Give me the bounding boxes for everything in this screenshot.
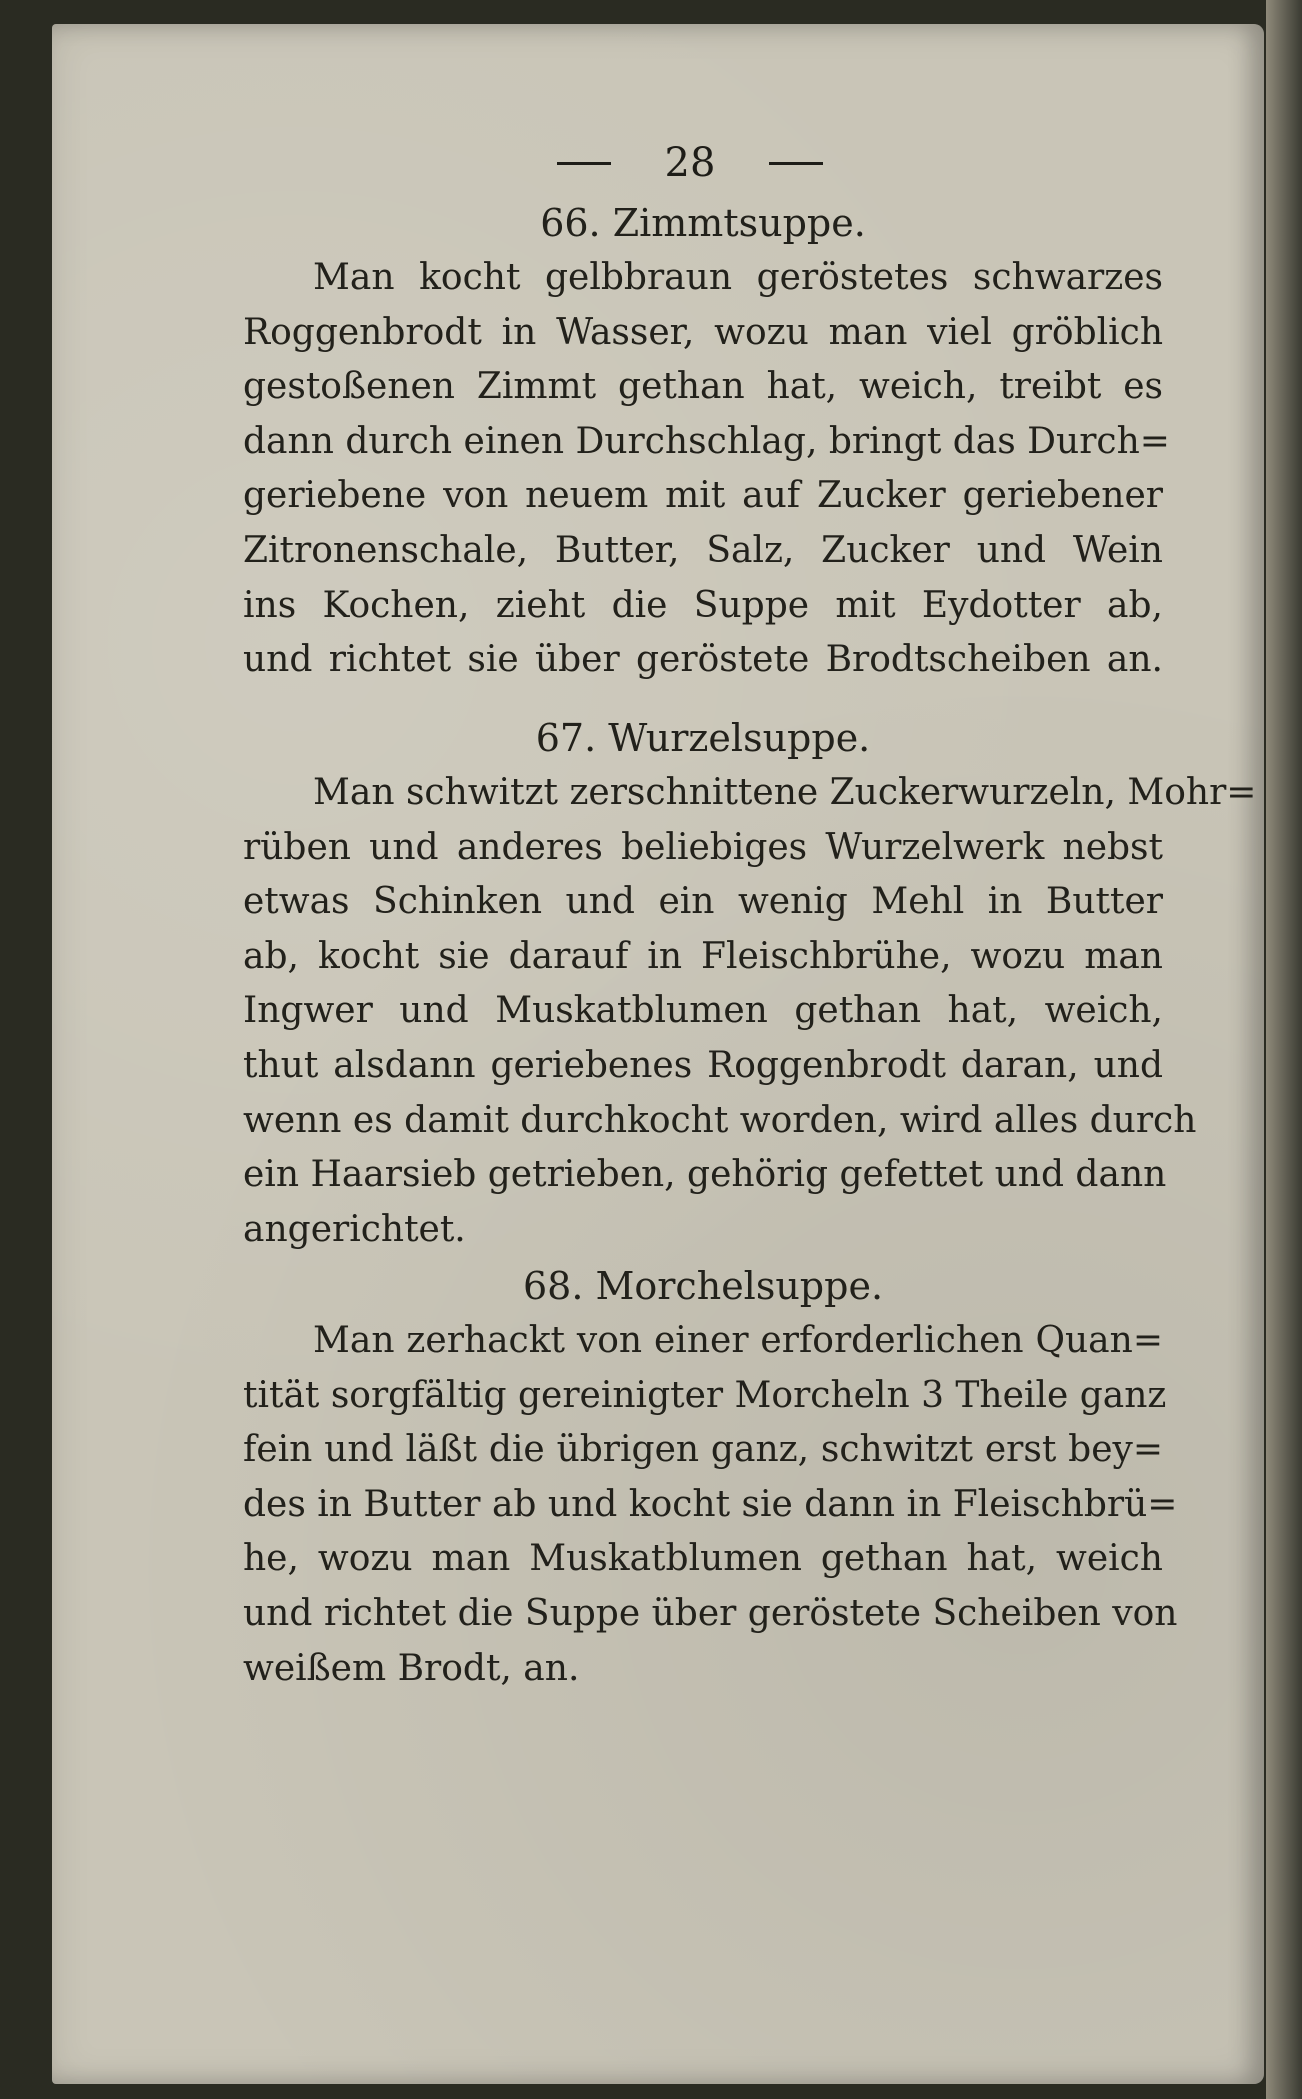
recipe-heading: 66. Zimmtsuppe. (540, 201, 866, 245)
text-line: Ingwer und Muskatblumen gethan hat, weich, (243, 990, 1163, 1032)
text-line: Zitronenschale, Butter, Salz, Zucker und Wein (243, 529, 1163, 571)
text-line: wenn es damit durchkocht worden, wird alles durch (243, 1099, 1197, 1141)
page-number: 28 (664, 140, 716, 186)
text-line: thut alsdann geriebenes Roggenbrodt daran, und (243, 1044, 1163, 1086)
text-line: rüben und anderes beliebiges Wurzelwerk nebst (243, 826, 1163, 868)
text-line: fein und läßt die übrigen ganz, schwitzt erst bey= (243, 1429, 1163, 1471)
header-dash-right (769, 162, 823, 165)
text-line: geriebene von neuem mit auf Zucker geriebener (243, 475, 1163, 517)
recipe-heading: 68. Morchelsuppe. (522, 1264, 884, 1308)
text-line: Man zerhackt von einer erforderlichen Quan= (313, 1320, 1163, 1361)
text-line: dann durch einen Durchschlag, bringt das Durch= (243, 420, 1170, 462)
text-line: des in Butter ab und kocht sie dann in Fleischbrü= (243, 1483, 1178, 1525)
text-line: Roggenbrodt in Wasser, wozu man viel gröblich (243, 311, 1163, 353)
text-line: Man kocht gelbbraun geröstetes schwarzes (313, 257, 1163, 298)
text-line: und richtet die Suppe über geröstete Scheiben von (243, 1592, 1178, 1634)
text-line: weißem Brodt, an. (243, 1647, 580, 1689)
text-line: und richtet sie über geröstete Brodtscheiben an. (243, 639, 1163, 681)
text-line: tität sorgfältig gereinigter Morcheln 3 Theile ganz (243, 1374, 1167, 1416)
page-header (440, 140, 940, 186)
text-line: ab, kocht sie darauf in Fleischbrühe, wozu man (243, 935, 1163, 977)
text-line: ins Kochen, zieht die Suppe mit Eydotter ab, (243, 584, 1163, 626)
text-line: Man schwitzt zerschnittene Zuckerwurzeln, Mohr= (313, 772, 1257, 813)
recipe-heading: 67. Wurzelsuppe. (535, 716, 871, 760)
recipe-68 (243, 1258, 1178, 1696)
book-spine-edge (1266, 0, 1302, 2099)
text-line: angerichtet. (243, 1208, 466, 1250)
header-dash-left (557, 162, 611, 165)
text-line: he, wozu man Muskatblumen gethan hat, weich (243, 1538, 1163, 1580)
recipe-66 (243, 195, 1170, 688)
recipe-67 (243, 710, 1257, 1257)
text-line: gestoßenen Zimmt gethan hat, weich, treibt es (243, 366, 1163, 408)
text-line: etwas Schinken und ein wenig Mehl in Butter (243, 881, 1163, 923)
text-line: ein Haarsieb getrieben, gehörig gefettet und dann (243, 1154, 1167, 1196)
